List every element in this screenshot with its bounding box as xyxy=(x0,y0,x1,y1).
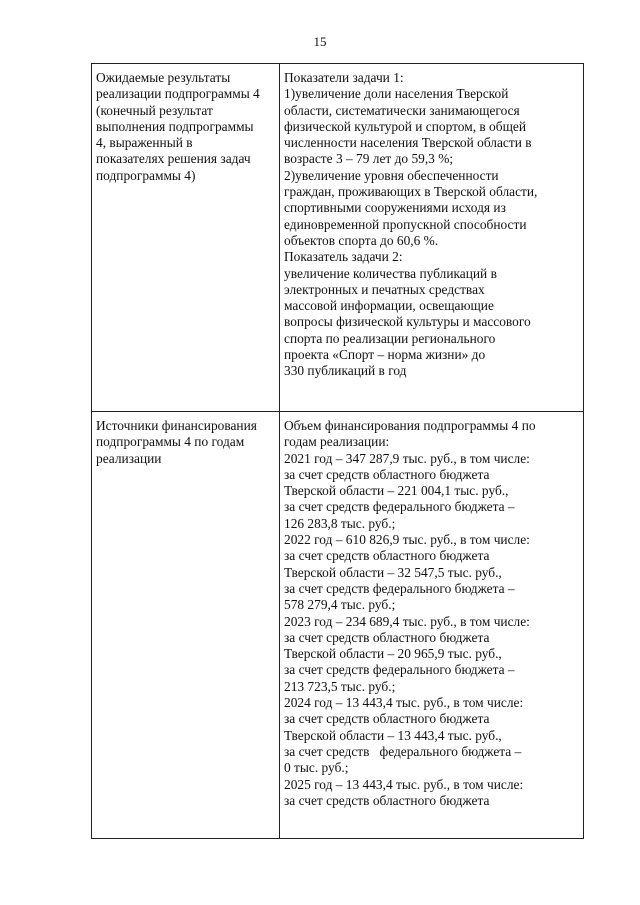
text-line: Тверской области – 13 443,4 тыс. руб., xyxy=(284,727,502,743)
row-label-cell xyxy=(92,412,280,839)
text-line: увеличение количества публикаций в xyxy=(284,265,497,281)
text-line: спорта по реализации регионального xyxy=(284,330,496,346)
text-line: Ожидаемые результаты xyxy=(96,70,231,85)
text-line: единовременной пропускной способности xyxy=(284,216,527,232)
text-line: Тверской области – 221 004,1 тыс. руб., xyxy=(284,483,509,499)
text-line: Тверской области – 20 965,9 тыс. руб., xyxy=(284,646,502,662)
text-line: вопросы физической культуры и массового xyxy=(284,314,531,330)
text-line: 126 283,8 тыс. руб.; xyxy=(284,515,396,531)
table-row-expected-results xyxy=(92,64,584,412)
text-line: 2025 год – 13 443,4 тыс. руб., в том числе: xyxy=(284,776,524,792)
text-line: 2022 год – 610 826,9 тыс. руб., в том числе: xyxy=(284,532,530,548)
text-line: реализации xyxy=(96,450,162,466)
text-line: 2)увеличение уровня обеспеченности xyxy=(284,167,499,183)
text-line: возрасте 3 – 79 лет до 59,3 %; xyxy=(284,151,454,167)
text-line: реализации подпрограммы 4 xyxy=(96,86,260,102)
text-line: за счет средств областного бюджета xyxy=(284,548,490,564)
text-line: области, систематически занимающегося xyxy=(284,102,520,118)
row-content-cell xyxy=(280,64,584,412)
text-line: Тверской области – 32 547,5 тыс. руб., xyxy=(284,564,502,580)
text-line: проекта «Спорт – норма жизни» до xyxy=(284,347,486,363)
text-line: за счет средств областного бюджета xyxy=(284,629,490,645)
text-line: за счет средств областного бюджета xyxy=(284,792,490,808)
row-label-cell xyxy=(92,64,280,412)
text-line: Показатели задачи 1: xyxy=(284,70,404,85)
text-line: массовой информации, освещающие xyxy=(284,298,494,314)
text-line: выполнения подпрограммы xyxy=(96,118,254,134)
text-line: 4, выраженный в xyxy=(96,135,193,151)
page-number: 15 xyxy=(313,34,327,49)
text-line: граждан, проживающих в Тверской области, xyxy=(284,184,538,200)
text-line: годам реализации: xyxy=(284,434,390,450)
text-line: за счет средств областного бюджета xyxy=(284,466,490,482)
table-row-financing-sources xyxy=(92,412,584,839)
text-line: (конечный результат xyxy=(96,102,213,118)
text-line: Показатель задачи 2: xyxy=(284,249,403,265)
text-line: за счет средств областного бюджета xyxy=(284,711,490,727)
row-content-cell xyxy=(280,412,584,839)
text-line: 0 тыс. руб.; xyxy=(284,760,349,776)
text-line: 578 279,4 тыс. руб.; xyxy=(284,597,396,613)
text-line: за счет средств федерального бюджета – xyxy=(284,662,515,678)
text-line: подпрограммы 4 по годам xyxy=(96,434,245,450)
text-line: 2021 год – 347 287,9 тыс. руб., в том числе: xyxy=(284,450,530,466)
text-line: 2024 год – 13 443,4 тыс. руб., в том числе: xyxy=(284,695,524,711)
text-line: за счет средств федерального бюджета – xyxy=(284,743,522,759)
text-line: 213 723,5 тыс. руб.; xyxy=(284,678,396,694)
text-line: показателях решения задач xyxy=(96,151,251,167)
text-line: физической культурой и спортом, в общей xyxy=(284,118,526,134)
text-line: 1)увеличение доли населения Тверской xyxy=(284,86,509,102)
subprogram-passport-table xyxy=(91,63,584,839)
text-line: Объем финансирования подпрограммы 4 по xyxy=(284,418,536,433)
text-line: за счет средств федерального бюджета – xyxy=(284,580,515,596)
text-line: численности населения Тверской области в xyxy=(284,135,532,151)
text-line: электронных и печатных средствах xyxy=(284,281,485,297)
text-line: объектов спорта до 60,6 %. xyxy=(284,232,439,248)
text-line: за счет средств федерального бюджета – xyxy=(284,499,515,515)
text-line: 2023 год – 234 689,4 тыс. руб., в том числе: xyxy=(284,613,530,629)
text-line: подпрограммы 4) xyxy=(96,167,196,183)
text-line: 330 публикаций в год xyxy=(284,363,407,379)
text-line: Источники финансирования xyxy=(96,418,257,433)
text-line: спортивными сооружениями исходя из xyxy=(284,200,506,216)
